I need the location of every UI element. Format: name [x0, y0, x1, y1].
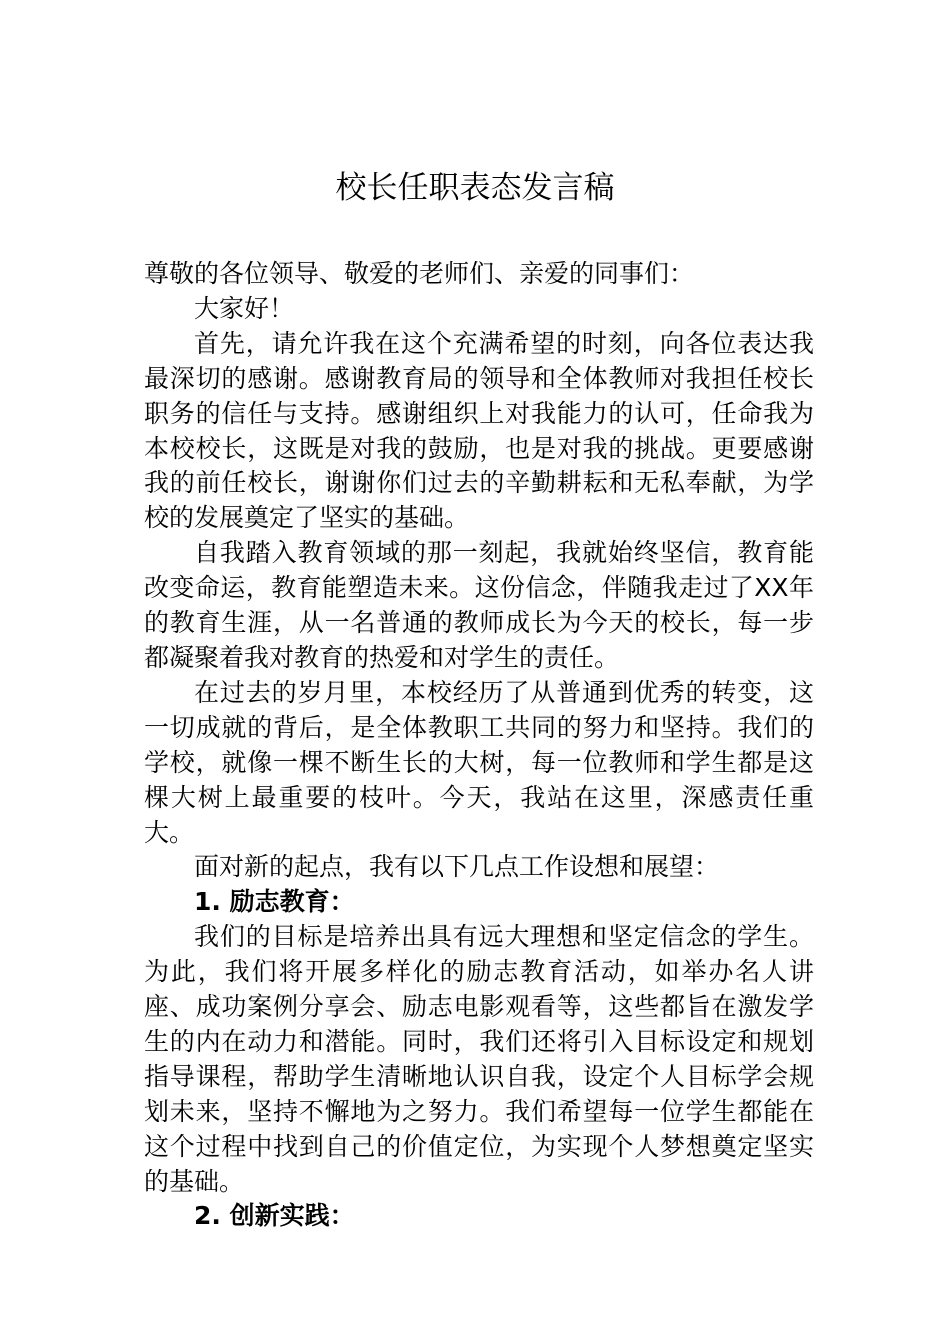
section-heading-innovation: 2. 创新实践：: [194, 1201, 355, 1231]
paragraph-history: 在过去的岁月里，本校经历了从普通到优秀的转变，这一切成就的背后，是全体教职工共同的努力和坚持。我们的学校，就像一棵不断生长的大树，每一位教师和学生都是这棵大树上最重要的枝叶。今天，我站在这里，深感责任重大。: [144, 677, 814, 847]
paragraph-outlook: 面对新的起点，我有以下几点工作设想和展望：: [194, 852, 720, 882]
section-heading-inspiration: 1. 励志教育：: [194, 887, 355, 917]
section-text-inspiration: 我们的目标是培养出具有远大理想和坚定信念的学生。为此，我们将开展多样化的励志教育活动，如举办名人讲座、成功案例分享会、励志电影观看等，这些都旨在激发学生的内在动力和潜能。同时，我们还将引入目标设定和规划指导课程，帮助学生清晰地认识自我，设定个人目标学会规划未来，坚持不懈地为之努力。我们希望每一位学生都能在这个过程中找到自己的价值定位，为实现个人梦想奠定坚实的基础。: [144, 922, 814, 1196]
salutation: 尊敬的各位领导、敬爱的老师们、亲爱的同事们：: [144, 259, 695, 288]
paragraph-belief: 自我踏入教育领域的那一刻起，我就始终坚信，教育能改变命运，教育能塑造未来。这份信念，伴随我走过了XX年的教育生涯，从一名普通的教师成长为今天的校长，每一步都凝聚着我对教育的热爱和对学生的责任。: [144, 538, 814, 672]
greeting: 大家好！: [194, 293, 295, 323]
paragraph-thanks: 首先，请允许我在这个充满希望的时刻，向各位表达我最深切的感谢。感谢教育局的领导和全体教师对我担任校长职务的信任与支持。感谢组织上对我能力的认可，任命我为本校校长，这既是对我的鼓励，也是对我的挑战。更要感谢我的前任校长，谢谢你们过去的辛勤耕耘和无私奉献，为学校的发展奠定了坚实的基础。: [144, 328, 814, 533]
document-body: [144, 257, 814, 1234]
document-title: 校长任职表态发言稿: [335, 170, 615, 206]
